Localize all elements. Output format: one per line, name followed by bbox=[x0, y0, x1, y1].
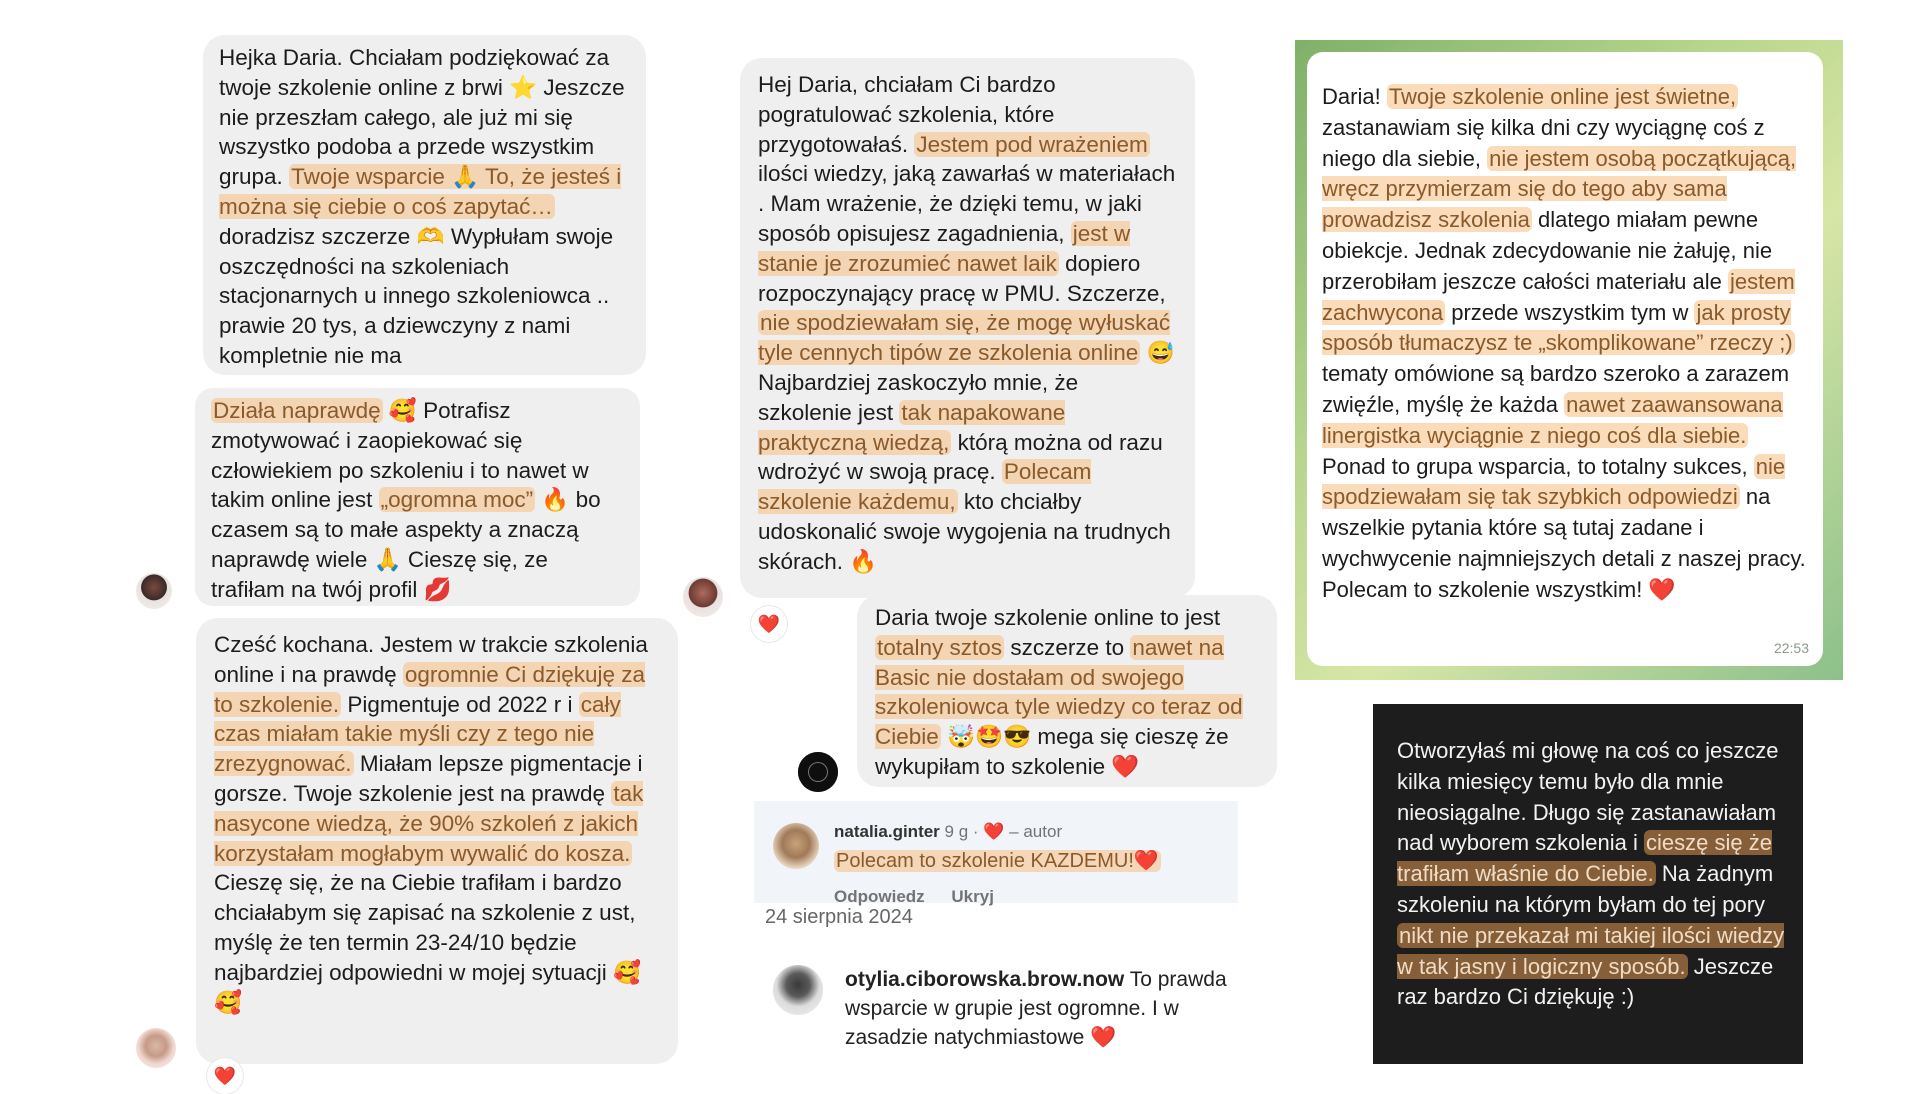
reply-link[interactable]: Odpowiedz bbox=[834, 887, 925, 906]
heart-reaction-icon[interactable]: ❤️ bbox=[751, 606, 787, 642]
hide-link[interactable]: Ukryj bbox=[951, 887, 994, 906]
message-text-part: doradzisz szczerze 🫶 Wypłułam swoje oszczędności na szkoleniach stacjonarnych u innego szkoleniowca .. prawie 20 tys, a dziewczyny z nami kompletnie nie ma bbox=[219, 223, 614, 368]
message-bubble-5 bbox=[857, 595, 1277, 787]
highlight: tak napakowane praktyczną wiedzą, bbox=[758, 399, 1066, 455]
highlight: tak nasycone wiedzą, że 90% szkoleń z jakich korzystałam mogłabym wywalić do kosza. bbox=[214, 780, 644, 866]
message-text-part: Otworzyłaś mi głowę na coś co jeszcze kilka miesięcy temu było dla mnie nieosiągalne. Długo się zastanawiałam nad wyborem szkolenia i bbox=[1397, 738, 1779, 856]
message-text bbox=[758, 70, 1177, 577]
message-text-part: szczerze to bbox=[1010, 634, 1125, 660]
message-text-part: zastanawiam się kilka dni czy wyciągnę coś z niego dla siebie, bbox=[1322, 114, 1765, 171]
message-text-part: Jeszcze raz bardzo Ci dziękuję :) bbox=[1397, 953, 1774, 1010]
highlight: jak prosty sposób tłumaczysz te „skomplikowane” rzeczy ;) bbox=[1322, 299, 1793, 356]
comment-actions bbox=[834, 887, 994, 907]
message-bubble-4 bbox=[740, 58, 1195, 598]
message-bubble-3 bbox=[196, 618, 678, 1064]
comment-meta: 9 g · ❤️ – autor bbox=[944, 822, 1063, 841]
highlight: totalny sztos bbox=[877, 634, 1003, 660]
highlight: jest w stanie je zrozumieć nawet laik bbox=[758, 220, 1131, 276]
message-text-part: Cieszę się, że na Ciebie trafiłam i bardzo chciałabym się zapisać na szkolenie z ust, myślę że ten termin 23-24/10 będzie najbardziej odpowiedni w mojej sytuacji 🥰🥰 bbox=[214, 870, 641, 1015]
highlight: Polecam szkolenie każdemu, bbox=[758, 459, 1092, 515]
message-text-part: dopiero rozpoczynający pracę w PMU. Szczerze, bbox=[758, 250, 1166, 306]
message-text bbox=[211, 396, 624, 605]
highlight: Twoje wsparcie 🙏 To, że jesteś i można się ciebie o coś zapytać… bbox=[219, 164, 622, 219]
message-text-part: Ponad to grupa wsparcia, to totalny sukces, bbox=[1322, 453, 1748, 479]
message-text-part: ilości wiedzy, jaką zawarłaś w materiałach . Mam wrażenie, że dzięki temu, w jaki sposób opisujesz zagadnienia, bbox=[758, 161, 1176, 246]
comment-body bbox=[845, 965, 1255, 1052]
message-text bbox=[875, 603, 1261, 782]
highlight: ogromnie Ci dziękuję za to szkolenie. bbox=[214, 661, 646, 717]
message-text-part: Miałam lepsze pigmentacje i gorsze. Twoje szkolenie jest na prawdę bbox=[214, 751, 643, 806]
message-text-part: 🤯🤩😎 mega się cieszę że wykupiłam to szkolenie ❤️ bbox=[875, 724, 1229, 779]
comment-date: 24 sierpnia 2024 bbox=[765, 906, 913, 928]
message-text-part: przede wszystkim tym w bbox=[1451, 299, 1689, 325]
highlight: nie spodziewałam się tak szybkich odpowiedzi bbox=[1322, 453, 1786, 510]
message-text-part: Na żadnym szkoleniu na którym byłam do tej pory bbox=[1397, 861, 1774, 917]
message-text-part: 😅 Najbardziej zaskoczyło mnie, że szkolenie jest bbox=[758, 340, 1175, 425]
avatar bbox=[773, 823, 819, 869]
avatar bbox=[683, 577, 723, 617]
message-text-part: Daria twoje szkolenie online to jest bbox=[875, 605, 1221, 630]
message-bubble-1 bbox=[203, 35, 646, 375]
message-text bbox=[219, 43, 630, 371]
highlight: nie jestem osobą początkującą, wręcz przymierzam się do tego aby sama prowadzisz szkolenia bbox=[1322, 145, 1797, 233]
message-text-part: tematy omówione są bardzo szeroko a zarazem zwięźle, myślę że każda bbox=[1322, 361, 1790, 417]
message-text-part: Hej Daria, chciałam Ci bardzo pogratulować szkolenia, które przygotowałaś. bbox=[758, 72, 1056, 157]
comment-username[interactable]: otylia.ciborowska.brow.now bbox=[845, 968, 1125, 991]
highlight: nie spodziewałam się, że mogę wyłuskać tyle cennych tipów ze szkolenia online bbox=[758, 310, 1171, 366]
message-text-part: kto chciałby udoskonalić swoje wygojenia na trudnych skórach. 🔥 bbox=[758, 489, 1171, 574]
avatar bbox=[773, 965, 823, 1015]
message-time: 22:53 bbox=[1773, 640, 1809, 656]
message-bubble-7 bbox=[1373, 704, 1803, 1064]
highlight: Jestem pod wrażeniem bbox=[916, 131, 1148, 157]
message-text bbox=[1322, 82, 1809, 606]
heart-reaction-icon[interactable]: ❤️ bbox=[207, 1058, 243, 1094]
highlight: cały czas miałam takie myśli czy z tego nie zrezygnować. bbox=[214, 691, 621, 777]
avatar bbox=[136, 573, 172, 609]
highlight: nikt nie przekazał mi takiej ilości wiedzy w tak jasny i logiczny sposób. bbox=[1397, 922, 1785, 979]
message-text bbox=[214, 630, 660, 1017]
highlight: jestem zachwycona bbox=[1322, 268, 1795, 325]
message-text-part: dlatego miałam pewne obiekcje. Jednak zdecydowanie nie żałuję, nie przerobiłam jeszcze całości materiału ale bbox=[1322, 207, 1773, 294]
highlight: Działa naprawdę bbox=[213, 398, 381, 423]
highlight: „ogromna moc” bbox=[380, 487, 534, 513]
message-text-part: Daria! bbox=[1322, 84, 1381, 109]
highlight: nawet na Basic nie dostałam od swojego szkoleniowca tyle wiedzy co teraz od Ciebie bbox=[875, 634, 1243, 750]
message-bubble-6 bbox=[1307, 52, 1823, 666]
message-text-part: Pigmentuje od 2022 r i bbox=[347, 691, 573, 717]
message-text-part: którą można od razu wdrożyć w swoją pracę. bbox=[758, 429, 1163, 485]
avatar bbox=[136, 1028, 176, 1068]
message-text bbox=[1397, 736, 1785, 1013]
highlight: Twoje szkolenie online jest świetne, bbox=[1388, 84, 1737, 109]
message-bubble-2 bbox=[195, 388, 640, 606]
message-text-part: Hejka Daria. Chciałam podziękować za twoje szkolenie online z brwi ⭐ Jeszcze nie przeszłam całego, ale już mi się wszystko podoba a przede wszystkim grupa. bbox=[219, 45, 625, 190]
message-text-part: na wszelkie pytania które są tutaj zadane i wychwycenie najmniejszych detali z naszej pracy. Polecam to szkolenie wszystkim! ❤️ bbox=[1322, 484, 1806, 602]
comment-username[interactable]: natalia.ginter bbox=[834, 822, 940, 841]
avatar bbox=[798, 752, 838, 792]
highlight: Polecam to szkolenie KAZDEMU!❤️ bbox=[836, 850, 1159, 872]
message-text-part: 🔥 bo czasem są to małe aspekty a znaczą naprawdę wiele 🙏 Cieszę się, ze trafiłam na twój profil 💋 bbox=[211, 487, 601, 602]
highlight: cieszę się że trafiłam właśnie do Ciebie. bbox=[1397, 830, 1772, 887]
comment-text: To prawda wsparcie w grupie jest ogromne. I w zasadzie natychmiastowe ❤️ bbox=[845, 968, 1227, 1049]
comment-text bbox=[834, 848, 1161, 873]
message-text-part: 🥰 Potrafisz zmotywować i zaopiekować się człowiekiem po szkoleniu i to nawet w takim online jest bbox=[211, 398, 589, 513]
comment-header bbox=[834, 822, 1062, 842]
message-text-part: Cześć kochana. Jestem w trakcie szkolenia online i na prawdę bbox=[214, 632, 648, 687]
highlight: nawet zaawansowana linergistka wyciągnie z niego coś dla siebie. bbox=[1322, 391, 1783, 448]
